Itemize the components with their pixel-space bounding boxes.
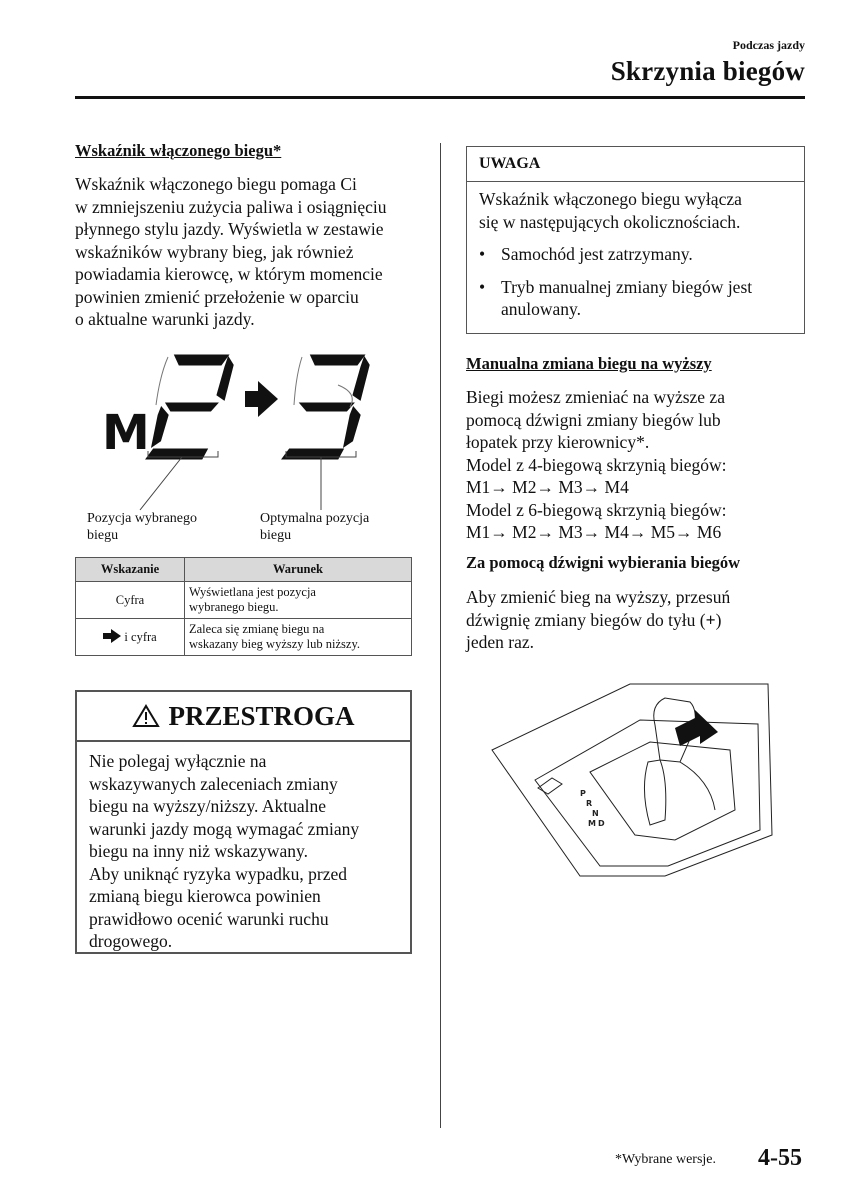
page-title: Skrzynia biegów [610,56,805,86]
page-number: 4-55 [758,1145,802,1171]
gear-indicator-diagram [87,345,430,555]
upshift-heading: Manualna zmiana biegu na wyższy [466,354,712,373]
column-divider [440,143,441,1128]
svg-text:M: M [588,819,596,828]
current-gear-digit [146,355,235,459]
svg-text:R: R [586,799,593,808]
note-box [466,146,805,334]
gear-indicator-heading: Wskaźnik włączonego biegu* [75,141,282,160]
label-optimal-gear: Optymalna pozycja biegu [260,511,370,543]
lever-text: Aby zmienić bieg na wyższy, przesuń dźwignię zmiany biegów do tyłu (+) jeden raz. [466,587,731,652]
shift-direction-arrow-icon [675,710,718,746]
label-selected-gear: Pozycja wybranego biegu [87,511,198,543]
arrow-right-icon [103,629,121,643]
table-header: Wskazanie [76,558,185,582]
gear-indicator-intro: Wskaźnik włączonego biegu pomaga Ci w zmniejszeniu zużycia paliwa i osiągnięciu płynnego stylu jazdy. Wyświetla w zestawie wskaźników wybrany bieg, jak również powiadamia kierowcę, w którym momencie powinien zmienić przełożenie w oparciu o aktualne warunki jazdy. [75,174,387,329]
optimal-gear-digit [282,355,371,459]
warning-triangle-icon [132,704,160,728]
plus-symbol: + [705,609,716,630]
table-cell: Wyświetlana jest pozycja wybranego biegu. [185,582,412,619]
svg-text:D: D [598,819,605,828]
caution-text: Nie polegaj wyłącznie na wskazywanych zaleceniach zmiany biegu na wyższy/niższy. Aktualne warunki jazdy mogą wymagać zmiany biegu na inny niż wskazywany. Aby uniknąć ryzyka wypadku, przed zmianą biegu kierowca powinien prawidłowo ocenić warunki ruchu drogowego. [89,751,360,951]
indication-table [75,557,412,656]
table-cell: Cyfra [76,582,185,619]
gear-lever-illustration [490,680,780,880]
header-rule [75,96,805,99]
table-row [76,582,412,619]
lever-heading: Za pomocą dźwigni wybierania biegów [466,553,741,572]
mode-letter-m: M [102,405,150,461]
note-text: Wskaźnik włączonego biegu wyłącza się w następujących okolicznościach. • Samochód jest zatrzymany. • Tryb manualnej zmiany biegów jest anulowany. [467,182,804,321]
caution-title: PRZESTROGA [168,700,355,731]
list-item: • Tryb manualnej zmiany biegów jest anulowany. [479,276,753,319]
section-label: Podczas jazdy [732,38,805,52]
note-title: UWAGA [467,147,804,182]
upshift-text: Biegi możesz zmieniać na wyższe za pomocą dźwigni zmiany biegów lub łopatek przy kierownicy*. Model z 4-biegową skrzynią biegów: M1→ M2→ M3→ M4 Model z 6-biegową skrzynią biegów: M1→ M2→ M3→ M4→ M5→ M6 [466,387,727,542]
svg-text:P: P [580,789,586,798]
table-row [76,619,412,656]
table-cell: Zaleca się zmianę biegu na wskazany bieg wyższy lub niższy. [185,619,412,656]
caution-header [77,692,410,742]
list-item: • Samochód jest zatrzymany. [479,244,693,264]
table-cell: i cyfra [76,619,185,656]
arrow-right-icon [245,381,278,417]
table-header: Warunek [185,558,412,582]
caution-box [75,690,412,954]
footer-note: *Wybrane wersje. [615,1152,717,1167]
svg-text:N: N [592,809,599,818]
